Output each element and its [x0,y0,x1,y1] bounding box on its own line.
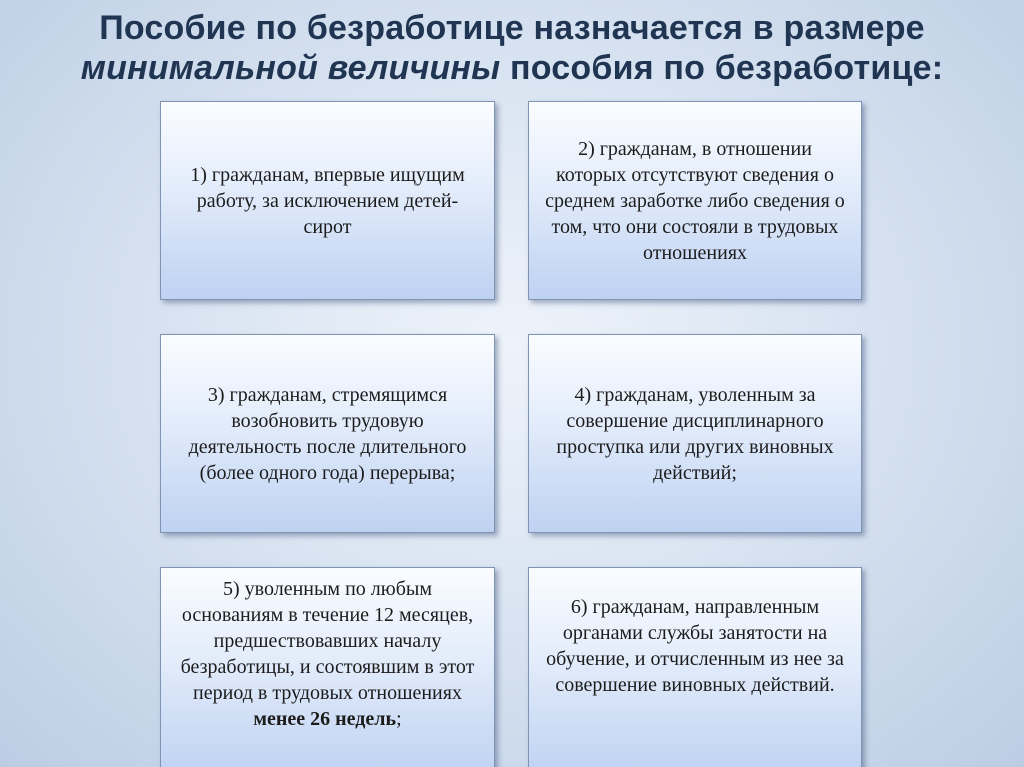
card-5 [160,567,495,767]
slide-title [0,8,1024,88]
title-line-2 [0,48,1024,88]
card-5-text-bold: менее 26 недель [253,708,397,730]
title-emphasis: минимальной величины [80,49,501,87]
card-1 [160,101,495,300]
card-2 [528,101,862,300]
card-2-text: 2) гражданам, в отношении которых отсутствуют сведения о среднем заработке либо сведения о том, что они состояли в трудовых отношениях [545,137,845,264]
title-line-2-rest: пособия по безработице: [500,49,944,87]
card-4-text: 4) гражданам, уволенным за совершение дисциплинарного проступка или других виновных действий; [556,383,834,484]
card-5-text [173,576,482,732]
card-5-text-start: 5) уволенным по любым основаниям в течение 12 месяцев, предшествовавших началу безработицы, и состоявшим в этот период в трудовых отношениях [180,578,475,704]
card-6 [528,567,862,767]
card-3-text: 3) гражданам, стремящимся возобновить трудовую деятельность после длительного (более одного года) перерыва; [188,383,467,484]
card-1-text: 1) гражданам, впервые ищущим работу, за исключением детей-сирот [190,163,465,238]
title-line-1: Пособие по безработице назначается в размере [99,9,925,47]
card-5-text-end: ; [396,708,402,730]
card-6-text: 6) гражданам, направленным органами службы занятости на обучение, и отчисленным из нее за совершение виновных действий. [546,596,844,696]
card-3 [160,334,495,533]
card-4 [528,334,862,533]
